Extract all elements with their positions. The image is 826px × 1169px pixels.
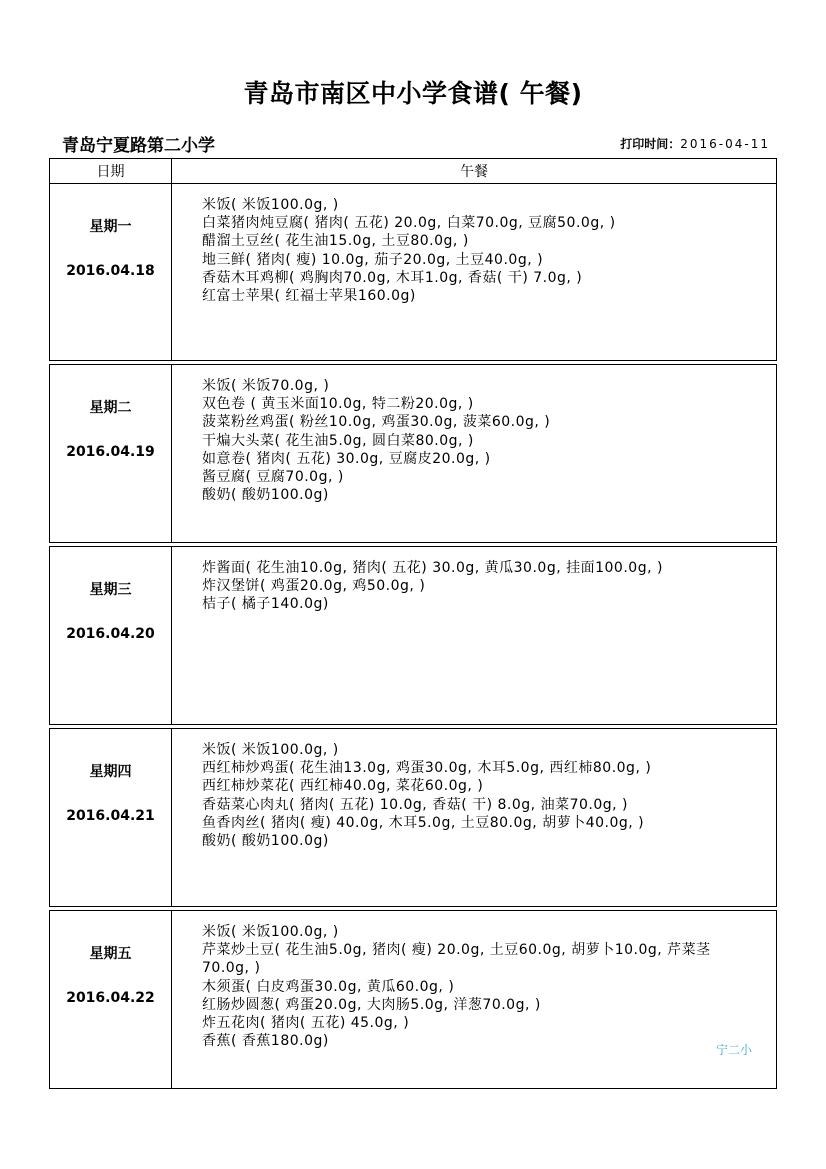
weekday-label: 星期三 <box>89 582 132 598</box>
day-row-friday <box>50 911 777 1089</box>
menu-item: 炸汉堡饼( 鸡蛋20.0g, 鸡50.0g, ) <box>202 578 426 595</box>
menu-table <box>49 158 777 1089</box>
column-header-date: 日期 <box>50 159 172 184</box>
menu-item: 干煸大头菜( 花生油5.0g, 圆白菜80.0g, ) <box>202 432 474 449</box>
day-row-thursday <box>50 729 777 907</box>
menu-item: 酸奶( 酸奶100.0g) <box>202 833 329 850</box>
menu-item: 西红柿炒鸡蛋( 花生油13.0g, 鸡蛋30.0g, 木耳5.0g, 西红柿80.0g, ) <box>202 760 652 777</box>
day-cell <box>50 729 172 907</box>
print-time-label: 打印时间： <box>620 137 681 151</box>
date-label: 2016.04.20 <box>66 626 155 642</box>
menu-item: 木须蛋( 白皮鸡蛋30.0g, 黄瓜60.0g, ) <box>202 978 455 995</box>
weekday-label: 星期二 <box>89 400 132 416</box>
day-cell <box>50 365 172 543</box>
date-label: 2016.04.22 <box>66 990 155 1006</box>
menu-item: 双色卷 ( 黄玉米面10.0g, 特二粉20.0g, ) <box>202 396 474 413</box>
menu-item: 红肠炒圆葱( 鸡蛋20.0g, 大肉肠5.0g, 洋葱70.0g, ) <box>202 996 541 1013</box>
menu-item: 鱼香肉丝( 猪肉( 瘦) 40.0g, 木耳5.0g, 土豆80.0g, 胡萝卜40.0g, ) <box>202 814 645 831</box>
page-title: 青岛市南区中小学食谱( 午餐) <box>243 79 583 108</box>
day-row-wednesday <box>50 547 777 725</box>
date-label: 2016.04.18 <box>66 263 155 279</box>
print-time-value: 2016-04-11 <box>680 137 770 151</box>
menu-item: 米饭( 米饭100.0g, ) <box>202 742 339 758</box>
day-cell <box>50 547 172 725</box>
menu-item: 菠菜粉丝鸡蛋( 粉丝10.0g, 鸡蛋30.0g, 菠菜60.0g, ) <box>202 414 551 431</box>
column-header-lunch: 午餐 <box>172 159 777 184</box>
weekday-label: 星期四 <box>89 764 132 780</box>
menu-item: 米饭( 米饭100.0g, ) <box>202 924 339 940</box>
print-time <box>620 135 770 152</box>
day-cell <box>50 184 172 361</box>
lunch-items <box>172 365 777 543</box>
lunch-items <box>172 184 777 361</box>
weekday-label: 星期一 <box>89 219 132 235</box>
menu-item: 醋溜土豆丝( 花生油15.0g, 土豆80.0g, ) <box>202 233 469 250</box>
day-row-monday <box>50 184 777 361</box>
menu-item: 香蕉( 香蕉180.0g) <box>202 1033 329 1050</box>
menu-item: 米饭( 米饭100.0g, ) <box>202 197 339 213</box>
menu-item: 西红柿炒菜花( 西红柿40.0g, 菜花60.0g, ) <box>202 778 484 795</box>
lunch-items <box>172 729 777 907</box>
school-stamp: 宁二小 <box>716 1043 753 1057</box>
table-header-row <box>50 159 777 184</box>
school-name: 青岛宁夏路第二小学 <box>62 136 215 156</box>
menu-item: 香菇木耳鸡柳( 鸡胸肉70.0g, 木耳1.0g, 香菇( 干) 7.0g, ) <box>202 269 583 286</box>
menu-item: 地三鲜( 猪肉( 瘦) 10.0g, 茄子20.0g, 土豆40.0g, ) <box>202 251 544 268</box>
menu-item: 红富士苹果( 红福士苹果160.0g) <box>202 288 416 305</box>
day-row-tuesday <box>50 365 777 543</box>
menu-item: 香菇菜心肉丸( 猪肉( 五花) 10.0g, 香菇( 干) 8.0g, 油菜70.0g, ) <box>202 796 628 813</box>
menu-item: 酸奶( 酸奶100.0g) <box>202 487 329 504</box>
date-label: 2016.04.19 <box>66 444 155 460</box>
menu-item: 桔子( 橘子140.0g) <box>202 596 329 613</box>
menu-item: 米饭( 米饭70.0g, ) <box>202 378 330 394</box>
menu-item: 芹菜炒土豆( 花生油5.0g, 猪肉( 瘦) 20.0g, 土豆60.0g, 胡萝卜10.0g, 芹菜茎70.0g, ) <box>202 942 711 977</box>
lunch-items <box>172 911 777 1089</box>
menu-item: 酱豆腐( 豆腐70.0g, ) <box>202 469 344 486</box>
menu-item: 白菜猪肉炖豆腐( 猪肉( 五花) 20.0g, 白菜70.0g, 豆腐50.0g, ) <box>202 215 616 232</box>
day-cell <box>50 911 172 1089</box>
menu-item: 炸酱面( 花生油10.0g, 猪肉( 五花) 30.0g, 黄瓜30.0g, 挂面100.0g, ) <box>202 560 663 576</box>
menu-item: 炸五花肉( 猪肉( 五花) 45.0g, ) <box>202 1015 410 1032</box>
menu-item: 如意卷( 猪肉( 五花) 30.0g, 豆腐皮20.0g, ) <box>202 450 491 467</box>
lunch-items <box>172 547 777 725</box>
weekday-label: 星期五 <box>89 946 132 962</box>
date-label: 2016.04.21 <box>66 808 155 824</box>
